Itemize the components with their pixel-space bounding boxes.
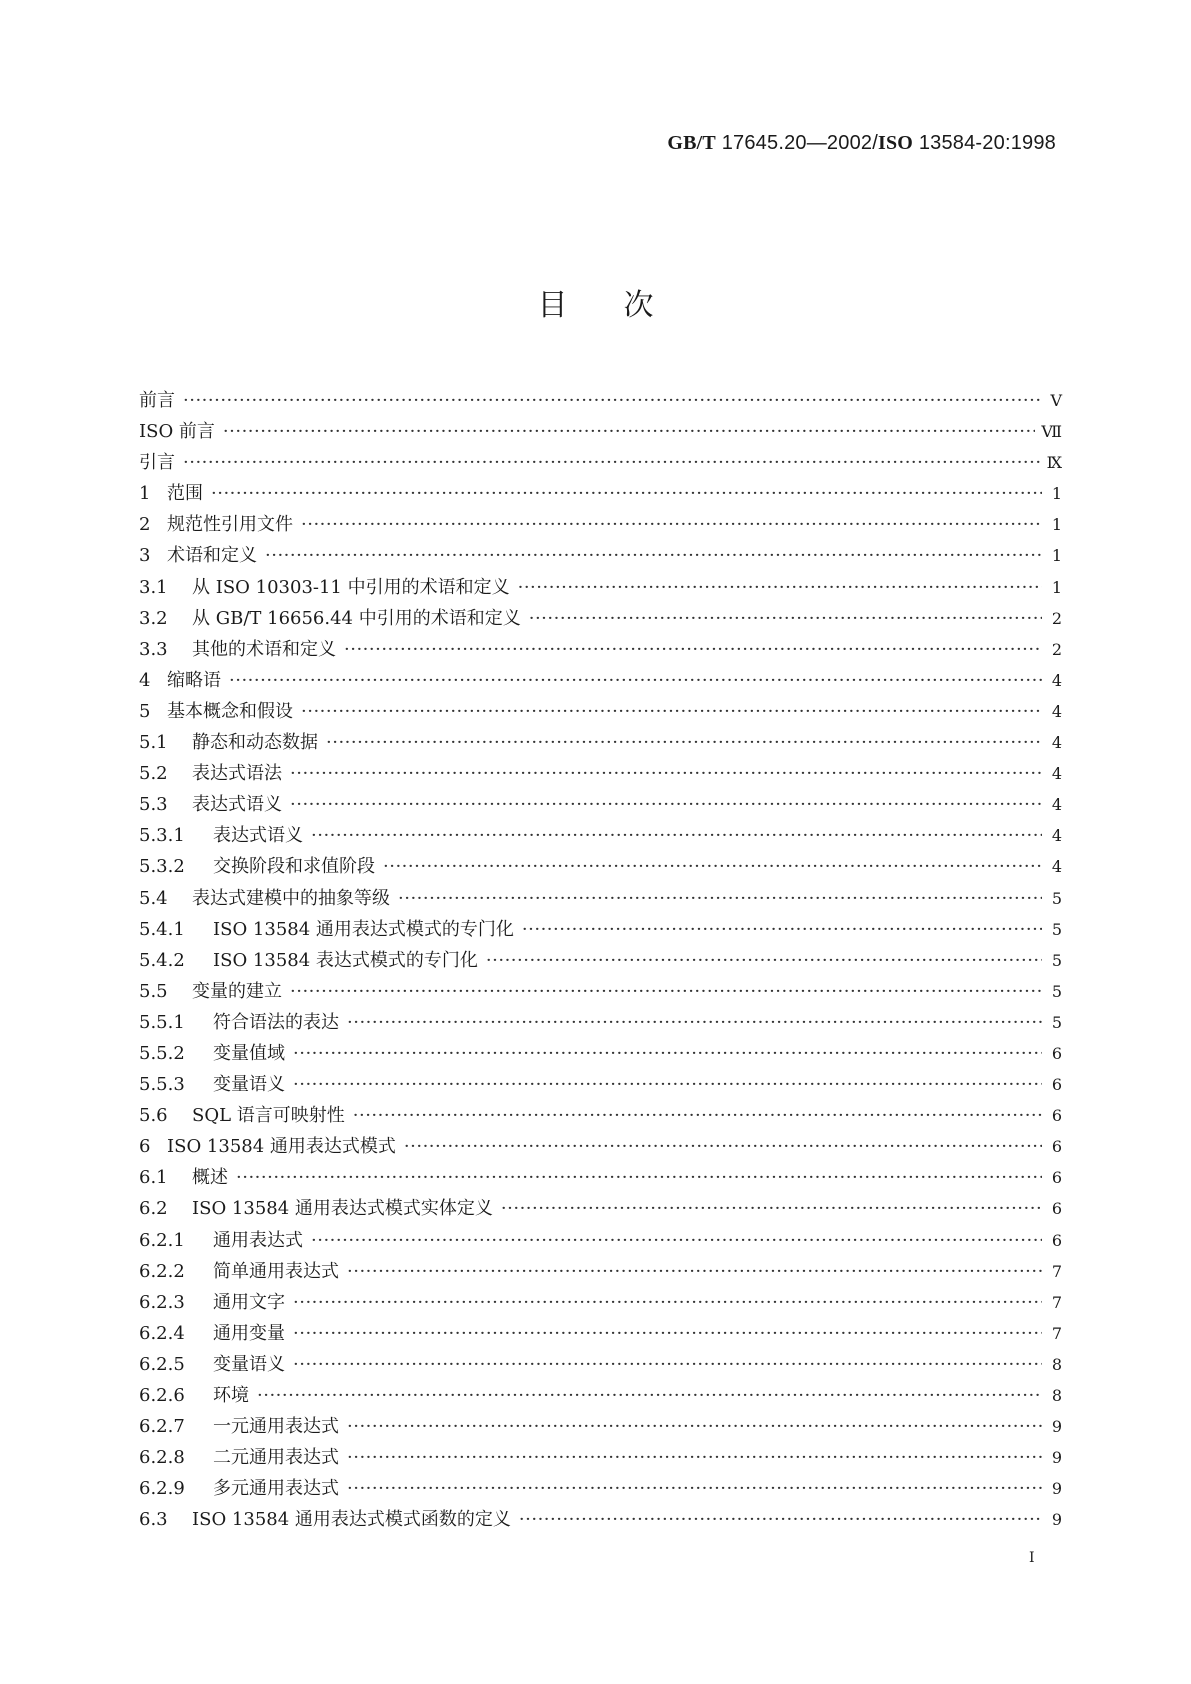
toc-entry-title: 术语和定义: [167, 545, 257, 567]
toc-entry-page: Ⅸ: [1046, 453, 1062, 473]
toc-entry-number: 3: [139, 545, 151, 567]
toc-entry-page: 6: [1051, 1199, 1062, 1219]
toc-dot-leader: [236, 1167, 1042, 1188]
toc-dot-leader: [501, 1198, 1042, 1219]
toc-entry-title: 范围: [167, 483, 203, 505]
toc-entry[interactable]: [139, 1163, 1062, 1194]
toc-entry-title: 概述: [192, 1167, 228, 1189]
toc-dot-leader: [486, 950, 1042, 971]
toc-dot-leader: [347, 1478, 1042, 1499]
toc-entry-page: 6: [1051, 1075, 1062, 1095]
toc-entry-number: 6.2.9: [139, 1478, 185, 1500]
header-standard-prefix: GB/T: [667, 132, 716, 154]
toc-entry[interactable]: [139, 1070, 1062, 1101]
toc-entry-page: Ⅴ: [1050, 391, 1062, 410]
toc-entry[interactable]: [139, 1381, 1062, 1412]
toc-entry[interactable]: [139, 1194, 1062, 1225]
toc-entry-page: 6: [1051, 1137, 1062, 1157]
toc-dot-leader: [518, 577, 1042, 598]
toc-entry-title: 变量的建立: [192, 980, 282, 1002]
toc-entry-title: 规范性引用文件: [167, 514, 293, 536]
toc-dot-leader: [183, 452, 1041, 473]
toc-entry-title: 环境: [213, 1385, 249, 1406]
toc-entry[interactable]: [139, 884, 1062, 915]
toc-entry-number: 5.5.2: [139, 1042, 185, 1064]
toc-entry-title: ISO 13584 通用表达式模式: [167, 1136, 396, 1158]
toc-entry-title: 表达式语法: [192, 763, 282, 785]
toc-entry-page: 2: [1051, 608, 1062, 628]
toc-entry-title: 变量语义: [213, 1074, 285, 1096]
toc-entry-page: 9: [1051, 1510, 1062, 1530]
toc-entry-number: 6.2.4: [139, 1322, 185, 1344]
toc-dot-leader: [529, 608, 1042, 629]
toc-entry[interactable]: [139, 759, 1062, 790]
toc-entry-title: 前言: [139, 390, 175, 411]
toc-entry-page: 6: [1051, 1168, 1062, 1188]
toc-entry[interactable]: [139, 1350, 1062, 1381]
toc-entry[interactable]: [139, 821, 1062, 852]
toc-entry-number: 1: [139, 483, 151, 505]
toc-entry-number: 5.5: [139, 980, 168, 1002]
toc-dot-leader: [404, 1136, 1042, 1157]
toc-dot-leader: [311, 1230, 1042, 1251]
toc-entry-page: 4: [1051, 733, 1062, 753]
toc-entry-number: 6.2.6: [139, 1385, 185, 1406]
toc-entry-title: 引言: [139, 452, 175, 474]
toc-entry-title: 表达式语义: [192, 794, 282, 816]
toc-entry-page: 7: [1051, 1261, 1062, 1281]
page-title: 目次: [537, 288, 710, 323]
toc-dot-leader: [223, 421, 1035, 442]
toc-dot-leader: [383, 856, 1042, 877]
toc-entry-title: 缩略语: [167, 669, 221, 691]
toc-entry-title: ISO 13584 通用表达式模式的专门化: [213, 918, 514, 940]
toc-entry-title: 一元通用表达式: [213, 1416, 339, 1438]
toc-entry-number: 5.5.3: [139, 1074, 185, 1096]
toc-dot-leader: [211, 483, 1042, 504]
toc-entry-page: 5: [1051, 888, 1062, 908]
toc-entry-number: 5.5.1: [139, 1011, 185, 1033]
toc-entry[interactable]: [139, 1288, 1062, 1319]
toc-entry-page: Ⅶ: [1041, 422, 1062, 442]
toc-entry-page: 8: [1051, 1386, 1062, 1405]
toc-dot-leader: [293, 1354, 1042, 1375]
toc-dot-leader: [293, 1074, 1042, 1095]
toc-entry[interactable]: [139, 573, 1062, 604]
toc-entry[interactable]: [139, 915, 1062, 946]
toc-entry-number: 5.2: [139, 763, 168, 785]
toc-dot-leader: [311, 825, 1042, 846]
toc-entry-number: 6: [139, 1136, 151, 1158]
toc-dot-leader: [183, 390, 1042, 411]
toc-entry-page: 7: [1051, 1323, 1062, 1343]
toc-entry[interactable]: [139, 1505, 1062, 1536]
toc-entry[interactable]: [139, 1226, 1062, 1257]
toc-entry-title: 其他的术语和定义: [192, 638, 336, 660]
toc-entry-number: 6.2.2: [139, 1260, 185, 1282]
toc-entry-page: 9: [1051, 1479, 1062, 1499]
toc-dot-leader: [347, 1416, 1042, 1437]
toc-entry-number: 6.2.1: [139, 1229, 185, 1251]
toc-entry[interactable]: [139, 1412, 1062, 1443]
toc-entry-number: 5.4: [139, 887, 168, 909]
toc-entry-page: 1: [1051, 577, 1062, 597]
toc-entry[interactable]: [139, 604, 1062, 635]
toc-dot-leader: [293, 1323, 1042, 1344]
toc-entry-page: 8: [1051, 1354, 1062, 1374]
toc-entry-page: 5: [1051, 919, 1062, 939]
toc-entry-title: 静态和动态数据: [192, 732, 318, 754]
table-of-contents: [139, 386, 1062, 1536]
toc-entry[interactable]: [139, 728, 1062, 759]
toc-entry[interactable]: [139, 635, 1062, 666]
toc-dot-leader: [347, 1261, 1042, 1282]
toc-entry-page: 5: [1051, 950, 1062, 970]
toc-entry-number: 5.3: [139, 794, 168, 816]
toc-entry-number: 6.2: [139, 1198, 168, 1220]
toc-dot-leader: [347, 1012, 1042, 1033]
toc-entry-title: 通用变量: [213, 1322, 285, 1344]
toc-entry[interactable]: [139, 852, 1062, 883]
toc-entry-number: 4: [139, 669, 151, 691]
toc-entry-title: 表达式语义: [213, 825, 303, 847]
toc-entry[interactable]: [139, 1101, 1062, 1132]
toc-entry[interactable]: [139, 1039, 1062, 1070]
toc-entry-number: 6.2.7: [139, 1416, 185, 1438]
toc-entry[interactable]: [139, 1132, 1062, 1163]
toc-entry-title: 从 ISO 10303-11 中引用的术语和定义: [192, 576, 510, 598]
toc-entry-number: 6.1: [139, 1167, 168, 1189]
toc-dot-leader: [229, 670, 1042, 691]
toc-entry[interactable]: [139, 1443, 1062, 1474]
toc-entry-number: 3.2: [139, 607, 168, 629]
toc-dot-leader: [353, 1105, 1042, 1126]
toc-entry-title: 变量值域: [213, 1042, 285, 1064]
toc-entry-number: 5.6: [139, 1105, 168, 1127]
toc-entry-number: 5: [139, 700, 151, 722]
toc-entry[interactable]: [139, 1474, 1062, 1505]
toc-entry-page: 7: [1051, 1292, 1062, 1312]
toc-entry-title: 二元通用表达式: [213, 1447, 339, 1469]
toc-entry-page: 1: [1051, 515, 1062, 535]
toc-dot-leader: [398, 888, 1042, 909]
toc-entry[interactable]: [139, 448, 1062, 479]
toc-entry-page: 9: [1051, 1448, 1062, 1468]
toc-dot-leader: [257, 1385, 1042, 1406]
toc-entry-number: 6.3: [139, 1509, 168, 1531]
toc-dot-leader: [522, 919, 1042, 940]
toc-entry-number: 2: [139, 514, 151, 536]
toc-dot-leader: [265, 545, 1042, 566]
toc-entry-title: 符合语法的表达: [213, 1011, 339, 1033]
toc-entry-page: 4: [1051, 701, 1062, 721]
toc-entry-page: 4: [1051, 795, 1062, 815]
toc-entry-page: 2: [1051, 639, 1062, 659]
toc-dot-leader: [347, 1447, 1042, 1468]
toc-entry-page: 4: [1051, 764, 1062, 784]
toc-entry[interactable]: [139, 479, 1062, 510]
toc-entry-title: 多元通用表达式: [213, 1478, 339, 1500]
toc-entry-title: 表达式建模中的抽象等级: [192, 887, 390, 909]
toc-entry-page: 6: [1051, 1230, 1062, 1250]
toc-entry-title: ISO 前言: [139, 421, 215, 443]
toc-entry-page: 5: [1051, 1012, 1062, 1032]
toc-dot-leader: [326, 732, 1042, 753]
toc-entry-title: 简单通用表达式: [213, 1260, 339, 1282]
page-number: Ⅰ: [1029, 1550, 1035, 1566]
toc-entry-title: 通用文字: [213, 1291, 285, 1313]
document-header: [667, 132, 1056, 155]
toc-entry-title: 交换阶段和求值阶段: [213, 856, 375, 878]
toc-entry-page: 6: [1051, 1106, 1062, 1126]
toc-entry-page: 4: [1051, 826, 1062, 846]
toc-entry-page: 4: [1051, 670, 1062, 690]
toc-entry-title: 通用表达式: [213, 1229, 303, 1251]
toc-entry[interactable]: [139, 386, 1062, 417]
toc-dot-leader: [290, 794, 1042, 815]
toc-dot-leader: [519, 1509, 1042, 1530]
toc-entry-number: 5.4.2: [139, 949, 185, 971]
toc-entry-page: 1: [1051, 484, 1062, 504]
toc-entry-title: ISO 13584 通用表达式模式函数的定义: [192, 1509, 511, 1531]
toc-entry[interactable]: [139, 1008, 1062, 1039]
toc-dot-leader: [293, 1292, 1042, 1313]
toc-entry[interactable]: [139, 1257, 1062, 1288]
toc-entry-number: 6.2.5: [139, 1353, 185, 1375]
toc-entry-title: ISO 13584 表达式模式的专门化: [213, 949, 478, 971]
toc-entry-title: 基本概念和假设: [167, 700, 293, 722]
header-iso-number: 13584-20:1998: [913, 132, 1056, 154]
toc-entry-page: 4: [1051, 857, 1062, 877]
toc-entry[interactable]: [139, 541, 1062, 572]
toc-entry-page: 1: [1051, 546, 1062, 566]
toc-entry-page: 5: [1051, 981, 1062, 1001]
toc-dot-leader: [301, 701, 1042, 722]
toc-entry[interactable]: [139, 510, 1062, 541]
toc-dot-leader: [293, 1043, 1042, 1064]
toc-entry-title: ISO 13584 通用表达式模式实体定义: [192, 1198, 493, 1220]
toc-entry-number: 5.4.1: [139, 918, 185, 940]
header-standard-number: 17645.20—2002/: [715, 132, 878, 154]
header-iso-prefix: ISO: [877, 132, 914, 154]
toc-dot-leader: [344, 639, 1042, 660]
toc-entry[interactable]: [139, 1319, 1062, 1350]
toc-entry-number: 3.1: [139, 576, 168, 598]
toc-entry-number: 6.2.3: [139, 1291, 185, 1313]
toc-dot-leader: [290, 981, 1042, 1002]
toc-entry[interactable]: [139, 417, 1062, 448]
toc-entry-page: 6: [1051, 1043, 1062, 1063]
toc-entry[interactable]: [139, 666, 1062, 697]
toc-entry-number: 5.1: [139, 732, 168, 754]
toc-entry-number: 5.3.2: [139, 856, 185, 878]
toc-entry[interactable]: [139, 790, 1062, 821]
toc-entry-number: 3.3: [139, 638, 168, 660]
toc-entry[interactable]: [139, 946, 1062, 977]
toc-entry-title: SQL 语言可映射性: [192, 1105, 345, 1127]
toc-entry-page: 9: [1051, 1417, 1062, 1437]
toc-dot-leader: [290, 763, 1042, 784]
toc-entry[interactable]: [139, 977, 1062, 1008]
toc-dot-leader: [301, 514, 1042, 535]
toc-entry-number: 6.2.8: [139, 1447, 185, 1469]
toc-entry[interactable]: [139, 697, 1062, 728]
toc-entry-title: 从 GB/T 16656.44 中引用的术语和定义: [192, 607, 521, 629]
toc-entry-title: 变量语义: [213, 1353, 285, 1375]
toc-entry-number: 5.3.1: [139, 825, 185, 847]
